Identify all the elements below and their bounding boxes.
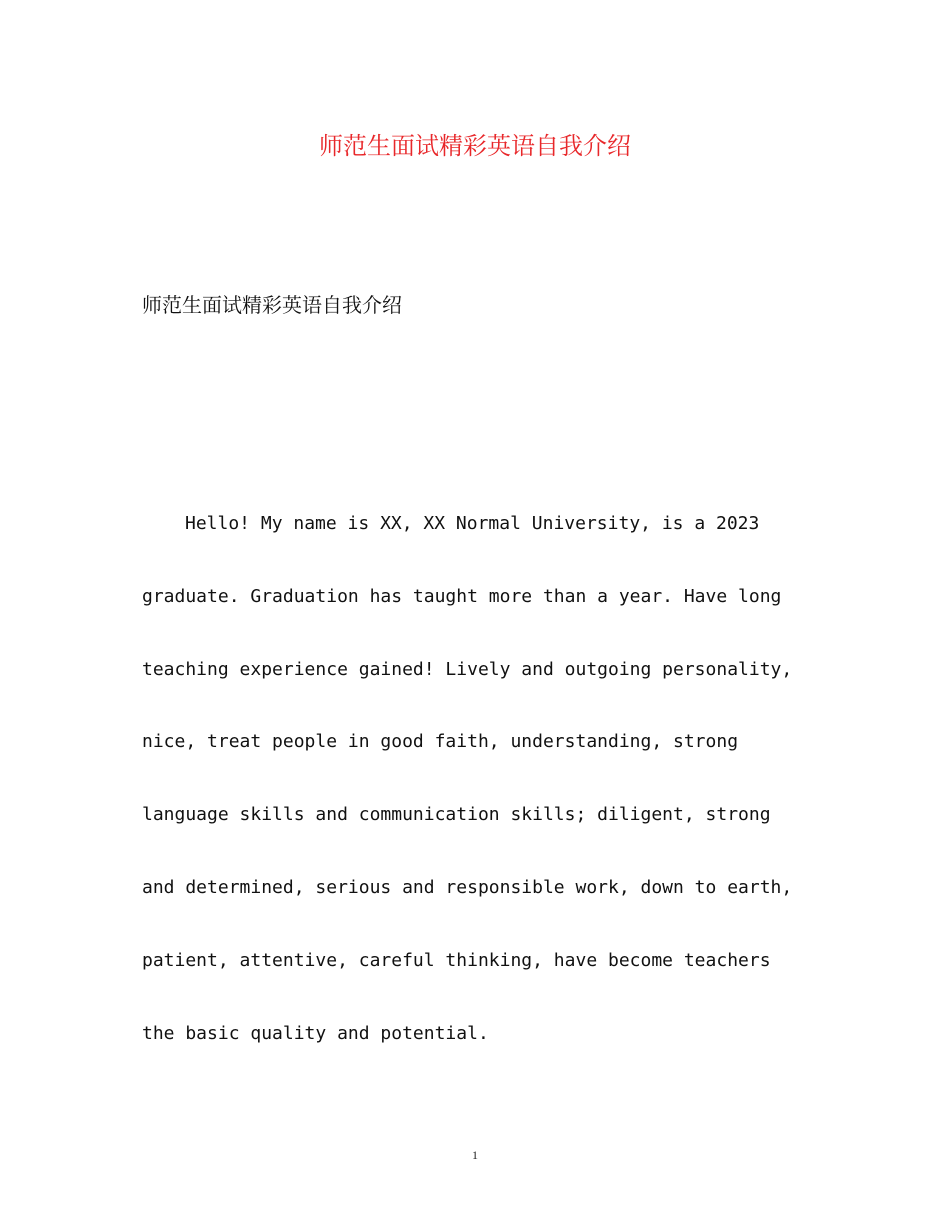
document-title: 师范生面试精彩英语自我介绍 — [319, 132, 631, 160]
document-subtitle: 师范生面试精彩英语自我介绍 — [142, 293, 402, 317]
body-line-3: teaching experience gained! Lively and outgoing personality, — [142, 658, 793, 680]
body-line-6: and determined, serious and responsible work, down to earth, — [142, 876, 793, 898]
body-line-7: patient, attentive, careful thinking, have become teachers — [142, 949, 771, 971]
body-line-1: Hello! My name is XX, XX Normal University, is a 2023 — [185, 513, 760, 534]
body-paragraph — [142, 507, 802, 1089]
page-number: 1 — [472, 1148, 478, 1162]
body-line-4: nice, treat people in good faith, understanding, strong — [142, 731, 739, 753]
body-line-5: language skills and communication skills; diligent, strong — [142, 804, 771, 826]
body-line-8: the basic quality and potential. — [142, 1022, 489, 1044]
body-line-2: graduate. Graduation has taught more than a year. Have long — [142, 585, 782, 607]
